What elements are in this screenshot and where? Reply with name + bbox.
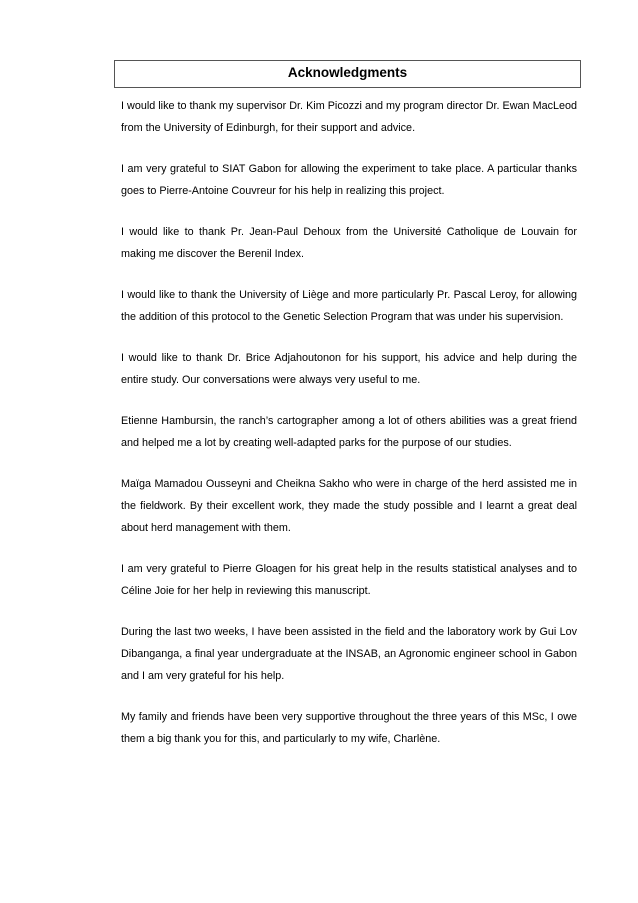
paragraph: I would like to thank Pr. Jean-Paul Dehoux from the Université Catholique de Louvain for making me discover the Berenil Index. bbox=[121, 226, 577, 260]
paragraph: Maïga Mamadou Ousseyni and Cheikna Sakho who were in charge of the herd assisted me in the fieldwork. By their excellent work, they made the study possible and I learnt a great deal about herd management with them. bbox=[121, 478, 577, 534]
acknowledgments-body bbox=[121, 95, 577, 769]
page-title: Acknowledgments bbox=[287, 65, 408, 80]
paragraph: I would like to thank Dr. Brice Adjahoutonon for his support, his advice and help during the entire study. Our conversations were always very useful to me. bbox=[121, 352, 577, 386]
paragraph: I am very grateful to Pierre Gloagen for his great help in the results statistical analyses and to Céline Joie for her help in reviewing this manuscript. bbox=[121, 563, 577, 597]
paragraph: I would like to thank the University of Liège and more particularly Pr. Pascal Leroy, for allowing the addition of this protocol to the Genetic Selection Program that was under his supervision. bbox=[121, 289, 577, 323]
paragraph: I am very grateful to SIAT Gabon for allowing the experiment to take place. A particular thanks goes to Pierre-Antoine Couvreur for his help in realizing this project. bbox=[121, 163, 577, 197]
title-box bbox=[114, 60, 581, 88]
paragraph: I would like to thank my supervisor Dr. Kim Picozzi and my program director Dr. Ewan MacLeod from the University of Edinburgh, for their support and advice. bbox=[121, 100, 577, 134]
paragraph: My family and friends have been very supportive throughout the three years of this MSc, I owe them a big thank you for this, and particularly to my wife, Charlène. bbox=[121, 711, 577, 745]
paragraph: During the last two weeks, I have been assisted in the field and the laboratory work by Gui Lov Dibanganga, a final year undergraduate at the INSAB, an Agronomic engineer school in Gabon and I am very grateful for his help. bbox=[121, 626, 577, 682]
paragraph: Etienne Hambursin, the ranch’s cartographer among a lot of others abilities was a great friend and helped me a lot by creating well-adapted parks for the purpose of our studies. bbox=[121, 415, 577, 449]
